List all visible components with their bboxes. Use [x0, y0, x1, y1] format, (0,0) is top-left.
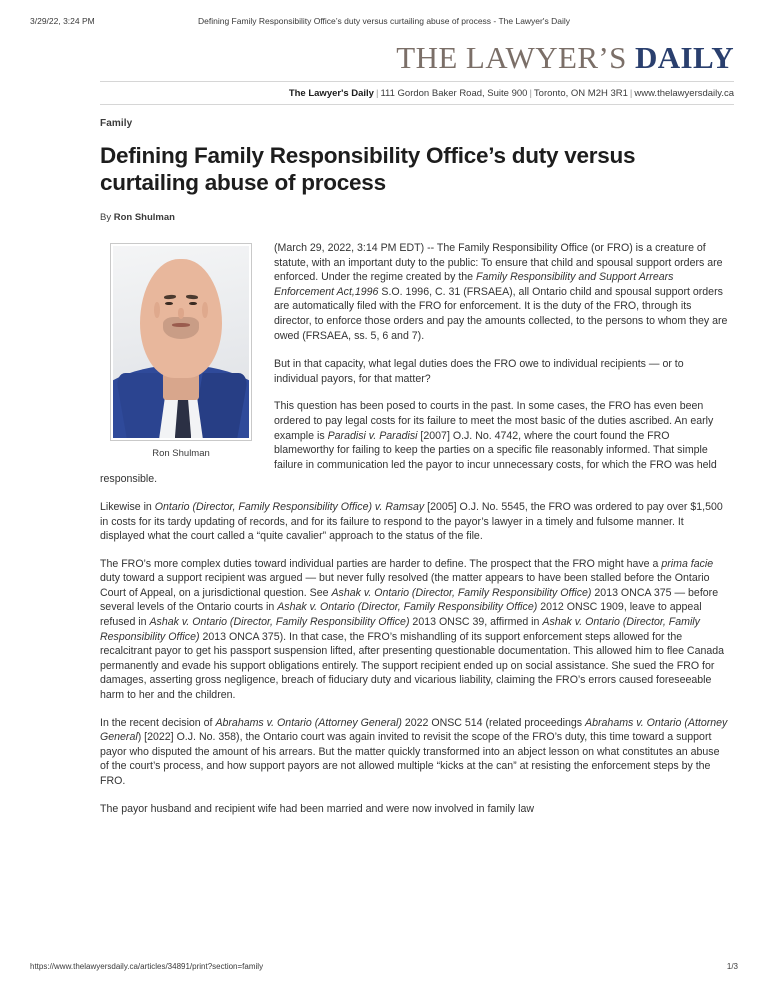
latin-phrase-prima-facie: prima facie [661, 557, 714, 570]
article-paragraph-4 [100, 500, 728, 544]
paragraph-1-text-a: (March 29, 2022, 3:14 PM EDT) -- The Family Responsibility Office (or FRO) is a creature of statute, with an important duty to the public: To ensure that child and spousal support orders are enforced. Under the regime created by the [274, 242, 723, 284]
paragraph-5-text-e: 2013 ONSC 39, affirmed in [409, 616, 543, 629]
masthead-logo [100, 40, 734, 76]
portrait-eyebrow-right [186, 295, 199, 300]
paragraph-4-text-a: Likewise in [100, 500, 155, 513]
publisher-name: The Lawyer's Daily [288, 88, 374, 99]
article-paragraph-5 [100, 557, 728, 703]
publisher-website: www.thelawyersdaily.ca [634, 88, 734, 99]
article-headline: Defining Family Responsibility Office’s duty versus curtailing abuse of process [100, 143, 636, 195]
article-container [100, 118, 728, 829]
print-footer-page-number: 1/3 [726, 962, 738, 971]
byline-author-name: Ron Shulman [113, 212, 175, 223]
print-header [0, 14, 768, 28]
masthead-rule-top [100, 81, 734, 82]
case-citation-paradisi: Paradisi v. Paradisi [327, 429, 418, 442]
paragraph-6-text-b: 2022 ONSC 514 (related proceedings [401, 716, 586, 729]
article-byline [100, 212, 728, 223]
portrait-head [140, 259, 222, 378]
publisher-city: Toronto, ON M2H 3R1 [533, 88, 628, 99]
portrait-nose [178, 308, 184, 319]
author-photo-frame [110, 243, 252, 441]
case-citation-ashak-1: Ashak v. Ontario (Director, Family Responsibility Office) [331, 586, 592, 599]
author-portrait-image [113, 246, 249, 438]
masthead-rule-bottom [100, 104, 734, 105]
paragraph-5-text-f: 2013 ONCA 375). In that case, the FRO’s mishandling of its support enforcement steps allowed for the recalcitrant payor to get his passport suspension lifted, after presenting questionable documentation. This allowed him to flee Canada permanently and evade his support obligations entirely. The support recipient ended up on social assistance. She sued the FRO for damages, asserting gross negligence, breach of fiduciary duty and vicarious liability, claiming the FRO’s errors caused foreseeable harm to her and the children. [100, 630, 725, 702]
print-footer [0, 962, 768, 974]
paragraph-5-text-d: 2012 ONSC 1909, leave to appeal refused in [100, 601, 702, 629]
case-citation-ashak-3: Ashak v. Ontario (Director, Family Responsibility Office) [149, 616, 410, 629]
paragraph-3-text-a: This question has been posed to courts in the past. In some cases, the FRO has even been ordered to pay legal costs for its failure to meet the most basic of the duties ascribed. An early example is [274, 400, 714, 442]
address-separator-2: | [529, 88, 532, 99]
statute-title-frsaea: Family Responsibility and Support Arrears Enforcement Act,1996 [274, 271, 674, 298]
portrait-eyebrow-left [164, 295, 177, 300]
publisher-address-line [100, 85, 734, 103]
portrait-ear-right [202, 302, 208, 317]
address-separator-1: | [375, 88, 379, 99]
address-separator-3: | [629, 88, 633, 99]
publisher-street: 111 Gordon Baker Road, Suite 900 [380, 88, 528, 99]
case-citation-ramsay: Ontario (Director, Family Responsibility Office) v. Ramsay [154, 500, 425, 513]
portrait-eye-right [189, 302, 196, 306]
paragraph-3-text-b: [2007] O.J. No. 4742, where the court found the FRO blameworthy for failing to keep the parties on a specific file reasonably informed. That simple failure in communication led the payor to incur unnecessary costs, for which the FRO was held responsible. [100, 429, 717, 486]
paragraph-5-text-b: duty toward a support recipient was argued — but never fully resolved (the matter appears to have been stalled before the Ontario Court of Appeal, on a jurisdictional question. See [100, 572, 710, 599]
paragraph-6-text-c: ) [2022] O.J. No. 358), the Ontario court was again invited to revisit the scope of the FRO’s duty, this time toward a support payor who disputed the amount of his arrears. But the matter quickly transformed into an abject lesson on what constitutes an abuse of the court’s process, and how support payors are not allowed multiple “kicks at the can” at resisting the enforcement steps by the FRO. [100, 731, 720, 787]
article-section-kicker: Family [100, 118, 133, 129]
paragraph-5-text-a: The FRO’s more complex duties toward individual parties are harder to define. The prospect that the FRO might have a [100, 557, 662, 570]
case-citation-abrahams-2: Abrahams v. Ontario (Attorney General [100, 716, 728, 744]
logo-text-accent: DAILY [634, 40, 734, 75]
article-paragraph-6 [100, 716, 728, 789]
case-citation-abrahams-1: Abrahams v. Ontario (Attorney General) [215, 716, 402, 729]
print-header-title: Defining Family Responsibility Office’s duty versus curtailing abuse of process - The Lawyer's Daily [197, 16, 570, 26]
portrait-ear-left [154, 302, 160, 317]
author-figure [110, 243, 252, 459]
paragraph-6-text-a: In the recent decision of [100, 716, 216, 729]
print-header-date: 3/29/22, 3:24 PM [30, 16, 95, 26]
paragraph-1-text-b: S.O. 1996, C. 31 (FRSAEA), all Ontario child and spousal support orders are automatically filed with the FRO for enforcement. It is the duty of the FRO, through its director, to enforce those orders and pay the amounts collected, to the persons to whom they are owed (FRSAEA, ss. 5, 6 and 7). [274, 285, 728, 342]
portrait-eye-left [165, 302, 172, 306]
byline-prefix: By [100, 212, 112, 223]
print-footer-url: https://www.thelawyersdaily.ca/articles/34891/print?section=family [30, 962, 264, 971]
article-paragraph-7: The payor husband and recipient wife had been married and were now involved in family law [100, 802, 535, 815]
portrait-mouth [172, 323, 190, 327]
lawyers-daily-logo [100, 40, 734, 76]
article-paragraph-2: But in that capacity, what legal duties does the FRO owe to individual recipients — or to individual payors, for that matter? [274, 358, 684, 385]
case-citation-ashak-2: Ashak v. Ontario (Director, Family Responsibility Office) [277, 601, 538, 614]
author-photo-caption: Ron Shulman [152, 448, 210, 459]
paragraph-5-text-c: 2013 ONCA 375 — before several levels of the Ontario courts in [100, 586, 719, 614]
paragraph-4-text-b: [2005] O.J. No. 5545, the FRO was ordered to pay over $1,500 in costs for its tardy updating of records, and for its failure to respond to the payor’s lawyer in a timely and fulsome manner. It displayed what the court called a “quite cavalier” approach to the status of the file. [100, 500, 723, 543]
portrait-beard [163, 317, 199, 340]
case-citation-ashak-4: Ashak v. Ontario (Director, Family Responsibility Office) [100, 616, 700, 643]
logo-text-primary: THE LAWYER’S [396, 40, 627, 75]
